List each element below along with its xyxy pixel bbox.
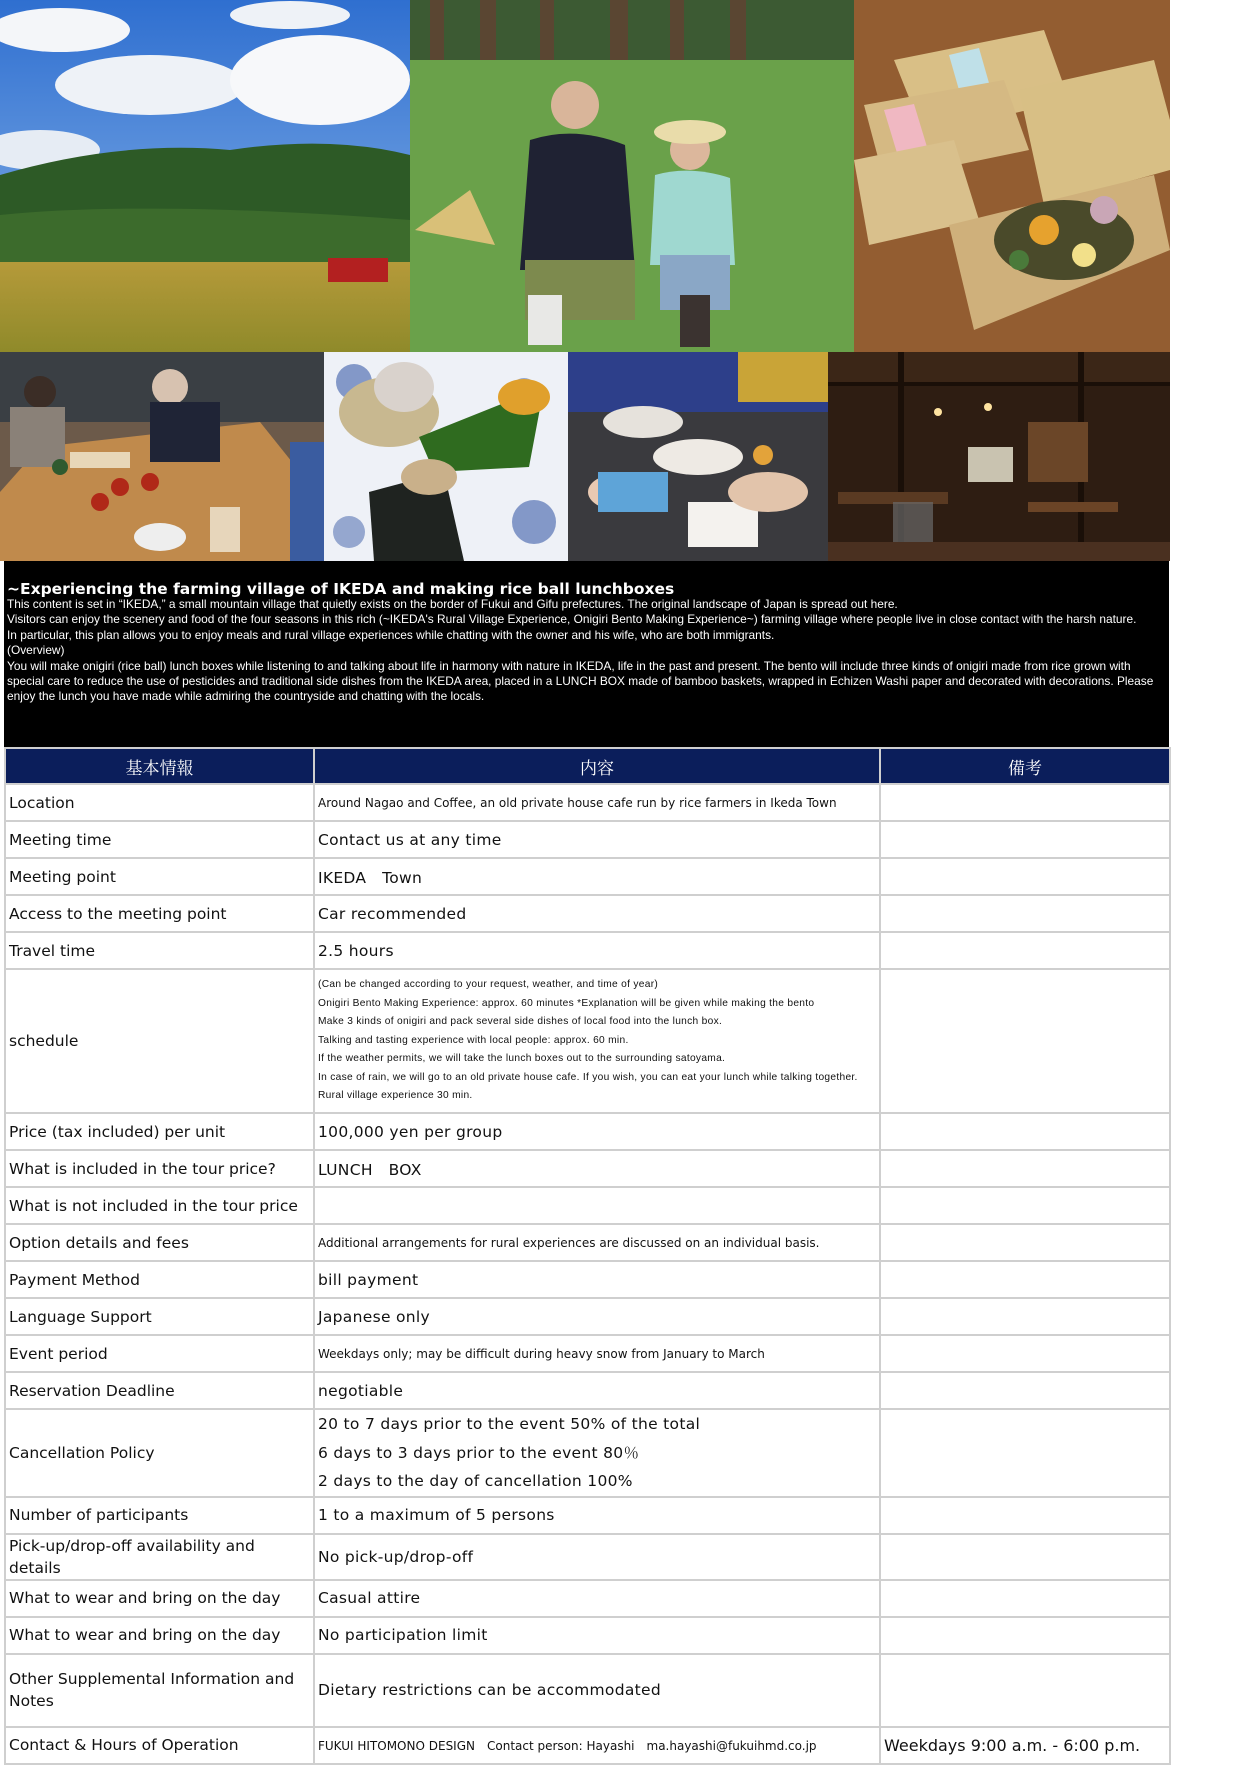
cancellation-line: 6 days to 3 days prior to the event 80％ — [318, 1443, 640, 1462]
row-note — [880, 1187, 1170, 1224]
row-note: Weekdays 9:00 a.m. - 6:00 p.m. — [880, 1727, 1170, 1764]
schedule-list — [314, 969, 880, 1113]
table-row — [5, 1150, 1170, 1187]
table-row — [5, 784, 1170, 821]
row-value: Weekdays only; may be difficult during heavy snow from January to March — [314, 1335, 880, 1372]
row-value: bill payment — [314, 1261, 880, 1298]
intro-line-5: You will make onigiri (rice ball) lunch boxes while listening to and talking about life in harmony with nature in IKEDA, life in the past and present. The bento will include three kinds of onigiri made from rice grown with special care to reduce the use of pesticides and traditional side dishes from the IKEDA area, placed in a LUNCH BOX made of bamboo baskets, wrapped in Echizen Washi paper and decorated with decorations. Please enjoy the lunch you have made while admiring the countryside and chatting with the locals. — [7, 658, 1154, 704]
row-value — [314, 1187, 880, 1224]
row-note — [880, 1497, 1170, 1534]
row-label: Language Support — [5, 1298, 314, 1335]
table-row — [5, 1497, 1170, 1534]
intro-line-3: In particular, this plan allows you to enjoy meals and rural village experiences while chatting with the owner and his wife, who are both immigrants. — [7, 627, 775, 642]
cancellation-list — [314, 1409, 880, 1497]
cancellation-line: 2 days to the day of cancellation 100% — [318, 1472, 633, 1490]
table-row — [5, 895, 1170, 932]
row-note — [880, 1150, 1170, 1187]
intro-line-1: This content is set in “IKEDA,” a small mountain village that quietly exists on the border of Fukui and Gifu prefectures. The original landscape of Japan is spread out here. — [7, 597, 898, 611]
row-label: Meeting time — [5, 821, 314, 858]
row-label: Number of participants — [5, 1497, 314, 1534]
row-value: Car recommended — [314, 895, 880, 932]
tour-info-table — [4, 747, 1171, 1765]
row-label: schedule — [5, 969, 314, 1113]
row-label: What to wear and bring on the day — [5, 1617, 314, 1654]
row-value: 100,000 yen per group — [314, 1113, 880, 1150]
row-label: Other Supplemental Information and Notes — [5, 1654, 314, 1727]
table-row — [5, 821, 1170, 858]
table-row — [5, 932, 1170, 969]
header-content: 内容 — [314, 748, 880, 784]
row-value: Casual attire — [314, 1580, 880, 1617]
row-value: No participation limit — [314, 1617, 880, 1654]
photo-onigiri-plate — [324, 352, 568, 561]
row-value: negotiable — [314, 1372, 880, 1409]
row-note — [880, 1335, 1170, 1372]
table-row — [5, 1534, 1170, 1580]
photo-farmer-couple — [410, 0, 854, 352]
table-row — [5, 1113, 1170, 1150]
photo-hands-making-onigiri — [568, 352, 828, 561]
row-note — [880, 821, 1170, 858]
table-row — [5, 1409, 1170, 1497]
photo-rice-field-mountains — [0, 0, 410, 352]
row-note — [880, 932, 1170, 969]
intro-section — [4, 561, 1169, 747]
table-row — [5, 1224, 1170, 1261]
row-note — [880, 1617, 1170, 1654]
photo-bamboo-lunchbox — [854, 0, 1170, 352]
row-note — [880, 1372, 1170, 1409]
row-value: No pick-up/drop-off — [314, 1534, 880, 1580]
row-note — [880, 1298, 1170, 1335]
row-note — [880, 1580, 1170, 1617]
table-row — [5, 1187, 1170, 1224]
table-row — [5, 858, 1170, 895]
row-value: FUKUI HITOMONO DESIGN Contact person: Hayashi ma.hayashi@fukuihmd.co.jp — [314, 1727, 880, 1764]
schedule-line: In case of rain, we will go to an old private house cafe. If you wish, you can eat your lunch while talking together. — [318, 1071, 858, 1083]
row-label: Access to the meeting point — [5, 895, 314, 932]
row-label: Event period — [5, 1335, 314, 1372]
schedule-line: Talking and tasting experience with local people: approx. 60 min. — [318, 1034, 629, 1046]
row-label: Travel time — [5, 932, 314, 969]
photo-house-cafe-interior — [828, 352, 1170, 561]
schedule-line: (Can be changed according to your request, weather, and time of year) — [318, 979, 659, 991]
table-row — [5, 1261, 1170, 1298]
header-remarks: 備考 — [880, 748, 1170, 784]
schedule-line: Onigiri Bento Making Experience: approx. 60 minutes *Explanation will be given while making the bento — [318, 997, 815, 1009]
row-value: IKEDA Town — [314, 858, 880, 895]
row-value: Dietary restrictions can be accommodated — [314, 1654, 880, 1727]
row-label: Payment Method — [5, 1261, 314, 1298]
row-note — [880, 1261, 1170, 1298]
table-header-row — [5, 748, 1170, 784]
row-note — [880, 1654, 1170, 1727]
table-row — [5, 1298, 1170, 1335]
row-label: Meeting point — [5, 858, 314, 895]
row-value: Additional arrangements for rural experiences are discussed on an individual basis. — [314, 1224, 880, 1261]
row-note — [880, 784, 1170, 821]
row-label: Option details and fees — [5, 1224, 314, 1261]
row-value: 2.5 hours — [314, 932, 880, 969]
row-label: Location — [5, 784, 314, 821]
row-label: What is not included in the tour price — [5, 1187, 314, 1224]
row-value: 1 to a maximum of 5 persons — [314, 1497, 880, 1534]
row-label: Cancellation Policy — [5, 1409, 314, 1497]
intro-line-2: Visitors can enjoy the scenery and food of the four seasons in this rich (~IKEDA's Rural Village Experience, Onigiri Bento Making Experience~) farming village where people live in close contact with the harsh nature. — [7, 612, 1137, 627]
table-row — [5, 1617, 1170, 1654]
table-row — [5, 1335, 1170, 1372]
row-label: What is included in the tour price? — [5, 1150, 314, 1187]
table-row — [5, 1727, 1170, 1764]
row-value: Around Nagao and Coffee, an old private house cafe run by rice farmers in Ikeda Town — [314, 784, 880, 821]
row-note — [880, 858, 1170, 895]
schedule-line: If the weather permits, we will take the lunch boxes out to the surrounding satoyama. — [318, 1053, 726, 1065]
row-note — [880, 1224, 1170, 1261]
row-label: Reservation Deadline — [5, 1372, 314, 1409]
row-note — [880, 969, 1170, 1113]
schedule-line: Make 3 kinds of onigiri and pack several side dishes of local food into the lunch box. — [318, 1016, 723, 1028]
row-note — [880, 1534, 1170, 1580]
row-note — [880, 895, 1170, 932]
row-value: Japanese only — [314, 1298, 880, 1335]
schedule-line: Rural village experience 30 min. — [318, 1090, 473, 1102]
table-row — [5, 969, 1170, 1113]
row-label: Contact & Hours of Operation — [5, 1727, 314, 1764]
cancellation-line: 20 to 7 days prior to the event 50% of the total — [318, 1415, 701, 1433]
row-label: Price (tax included) per unit — [5, 1113, 314, 1150]
row-label: Pick-up/drop-off availability and details — [5, 1534, 314, 1580]
photo-group-table — [0, 352, 324, 561]
table-row — [5, 1580, 1170, 1617]
intro-title: ~Experiencing the farming village of IKEDA and making rice ball lunchboxes — [7, 580, 675, 598]
header-basic-info: 基本情報 — [5, 748, 314, 784]
table-row — [5, 1654, 1170, 1727]
row-value: LUNCH BOX — [314, 1150, 880, 1187]
row-label: What to wear and bring on the day — [5, 1580, 314, 1617]
table-row — [5, 1372, 1170, 1409]
row-value: Contact us at any time — [314, 821, 880, 858]
row-note — [880, 1409, 1170, 1497]
row-note — [880, 1113, 1170, 1150]
intro-line-4: (Overview) — [7, 643, 65, 658]
